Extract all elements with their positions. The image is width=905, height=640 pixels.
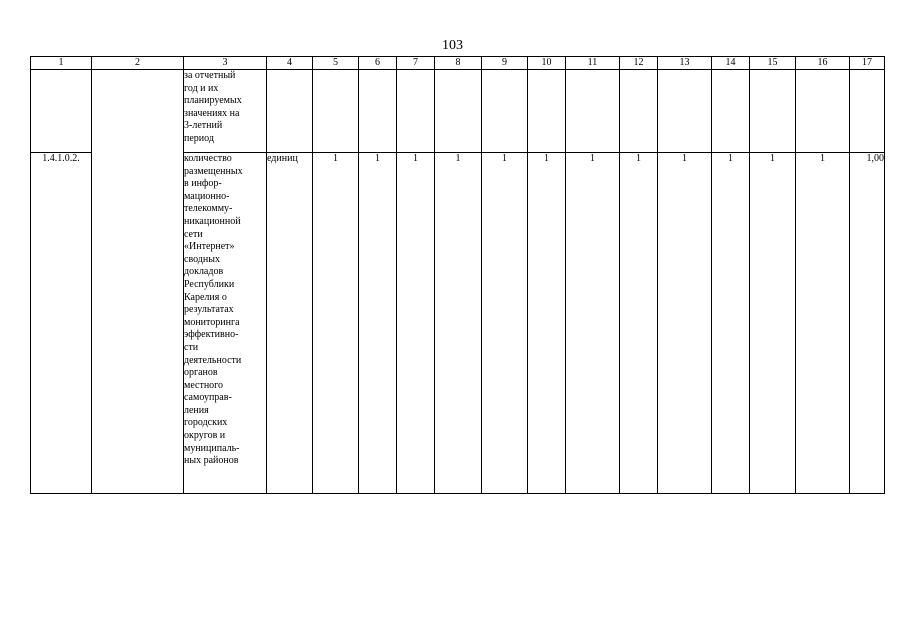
table-row-continuation bbox=[31, 70, 885, 153]
column-header: 12 bbox=[620, 57, 658, 70]
indicator-value: 1 bbox=[750, 153, 796, 494]
cell-merged-col2 bbox=[92, 70, 184, 494]
indicator-value-final: 1,00 bbox=[850, 153, 885, 494]
column-header: 5 bbox=[313, 57, 359, 70]
indicator-value: 1 bbox=[528, 153, 566, 494]
column-header: 16 bbox=[796, 57, 850, 70]
indicator-unit: единиц bbox=[267, 153, 313, 494]
column-header: 6 bbox=[359, 57, 397, 70]
page-number: 103 bbox=[442, 38, 463, 53]
column-header: 13 bbox=[658, 57, 712, 70]
indicator-description: количество размещенных в инфор- мационно- телекомму- никационной сети «Интернет» сводных докладов Республики Карелия о результатах мониторинга эффективно- сти деятельности органов местного самоуправ- ления городских округов и муниципаль- ных районов bbox=[184, 153, 267, 494]
column-header: 1 bbox=[31, 57, 92, 70]
column-header: 14 bbox=[712, 57, 750, 70]
column-header: 9 bbox=[482, 57, 528, 70]
column-header: 3 bbox=[184, 57, 267, 70]
indicator-value: 1 bbox=[313, 153, 359, 494]
column-header: 11 bbox=[566, 57, 620, 70]
indicator-code: 1.4.1.0.2. bbox=[31, 153, 92, 494]
column-header: 2 bbox=[92, 57, 184, 70]
cell-empty bbox=[31, 70, 92, 153]
column-header: 4 bbox=[267, 57, 313, 70]
column-header: 17 bbox=[850, 57, 885, 70]
indicator-value: 1 bbox=[397, 153, 435, 494]
column-header: 15 bbox=[750, 57, 796, 70]
indicator-value: 1 bbox=[620, 153, 658, 494]
column-number-row bbox=[31, 57, 885, 70]
column-header: 10 bbox=[528, 57, 566, 70]
indicator-value: 1 bbox=[482, 153, 528, 494]
cell-description-continued: за отчетный год и их планируемых значениях на 3-летний период bbox=[184, 70, 267, 153]
column-header: 8 bbox=[435, 57, 482, 70]
indicator-value: 1 bbox=[566, 153, 620, 494]
indicator-value: 1 bbox=[796, 153, 850, 494]
indicator-value: 1 bbox=[435, 153, 482, 494]
indicator-value: 1 bbox=[359, 153, 397, 494]
indicators-table bbox=[30, 56, 885, 494]
column-header: 7 bbox=[397, 57, 435, 70]
indicator-value: 1 bbox=[712, 153, 750, 494]
indicator-value: 1 bbox=[658, 153, 712, 494]
